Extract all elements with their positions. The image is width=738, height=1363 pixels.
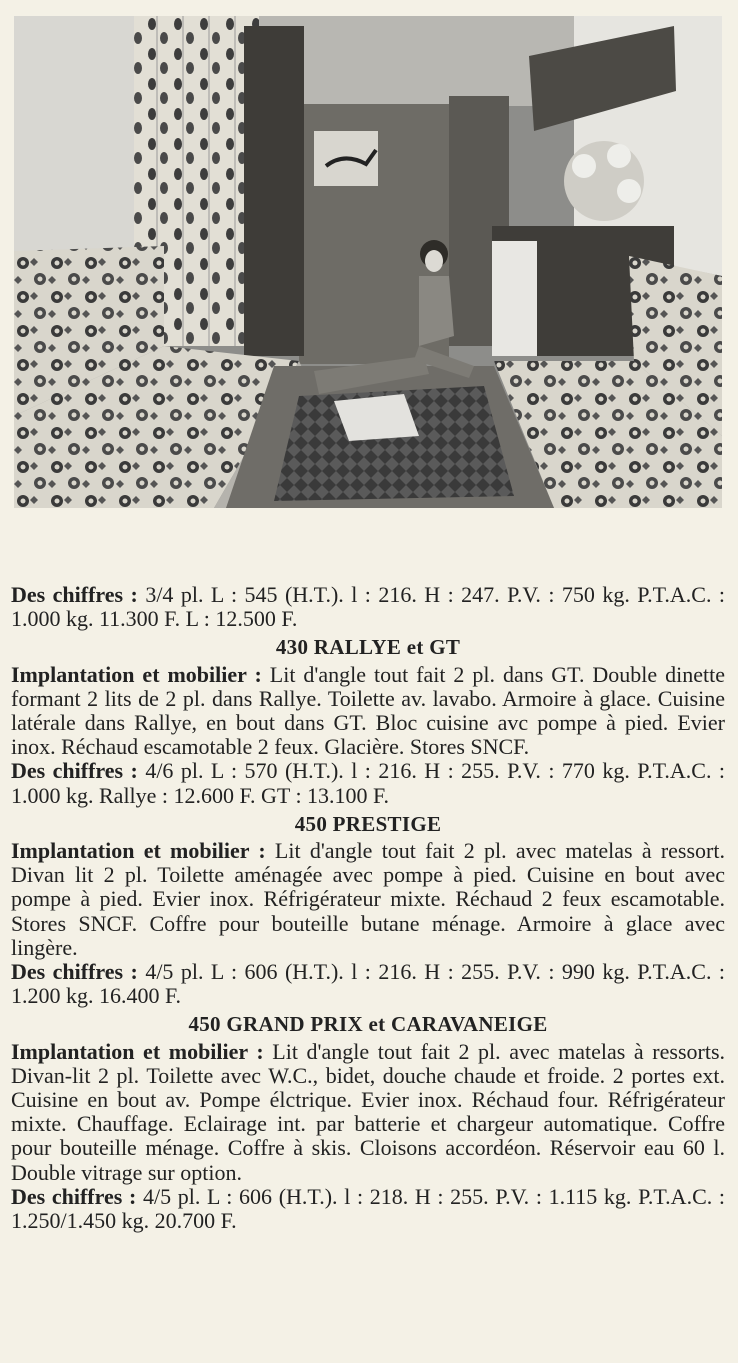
- figures-paragraph: [11, 960, 725, 1008]
- catalogue-text: [11, 583, 725, 1233]
- layout-text: Lit d'angle tout fait 2 pl. avec matelas à ressorts. Divan-lit 2 pl. Toilette avec W.C., bidet, douche chaude et froide. 2 portes ext. Cuisine en bout av. Pompe élctrique. Evier inox. Réchaud four. Réfrigérateur mixte. Chauffage. Eclairage int. par batterie et chargeur automatique. Coffre pour bouteille ménage. Coffre à skis. Cloisons accordéon. Réservoir eau 60 l. Double vitrage sur option.: [11, 1038, 726, 1185]
- model-title: 450 GRAND PRIX et CARAVANEIGE: [188, 1012, 548, 1037]
- model-title: 430 RALLYE et GT: [275, 635, 461, 660]
- figures-text: 4/5 pl. L : 606 (H.T.). l : 216. H : 255. P.V. : 990 kg. P.T.A.C. : 1.200 kg. 16.400 F.: [11, 959, 725, 1009]
- figures-paragraph: [11, 1185, 725, 1233]
- figures-text: 3/4 pl. L : 545 (H.T.). l : 216. H : 247. P.V. : 750 kg. P.T.A.C. : 1.000 kg. 11.300 F. L : 12.500 F.: [11, 582, 725, 632]
- figures-label: Des chiffres :: [11, 758, 138, 784]
- layout-paragraph: [11, 1040, 725, 1185]
- layout-label: Implantation et mobilier :: [11, 1038, 264, 1064]
- figures-label: Des chiffres :: [11, 959, 138, 985]
- figures-label: Des chiffres :: [11, 582, 138, 607]
- caravan-interior-photo-icon: [14, 16, 722, 508]
- figures-text: 4/5 pl. L : 606 (H.T.). l : 218. H : 255. P.V. : 1.115 kg. P.T.A.C. : 1.250/1.450 kg. 20.700 F.: [11, 1183, 726, 1234]
- figures-paragraph: [11, 759, 725, 807]
- layout-text: Lit d'angle tout fait 2 pl. avec matelas à ressort. Divan lit 2 pl. Toilette aménagée avec pompe à pied. Cuisine en bout avec pompe à pied. Evier inox. Réfrigérateur mixte. Réchaud 2 feux escamotable. Stores SNCF. Coffre pour bouteille butane ménage. Armoire à glace avec lingère.: [11, 838, 725, 960]
- figures-label: Des chiffres :: [11, 1183, 137, 1209]
- figures-text: 4/6 pl. L : 570 (H.T.). l : 216. H : 255. P.V. : 770 kg. P.T.A.C. : 1.000 kg. Rallye : 12.600 F. GT : 13.100 F.: [11, 758, 725, 808]
- layout-label: Implantation et mobilier :: [11, 661, 262, 687]
- caravan-interior-photo: [14, 16, 722, 508]
- layout-paragraph: [11, 839, 725, 960]
- layout-label: Implantation et mobilier :: [11, 838, 266, 864]
- layout-paragraph: [11, 663, 725, 760]
- layout-text: Lit d'angle tout fait 2 pl. dans GT. Double dinette formant 2 lits de 2 pl. dans Rallye. Toilette av. lavabo. Armoire à glace. Cuisine latérale dans Rallye, en bout dans GT. Bloc cuisine avc pompe à pied. Evier inox. Réchaud escamotable 2 feux. Glacière. Stores SNCF.: [11, 661, 726, 760]
- figures-paragraph: [11, 583, 725, 631]
- model-title: 450 PRESTIGE: [294, 811, 442, 836]
